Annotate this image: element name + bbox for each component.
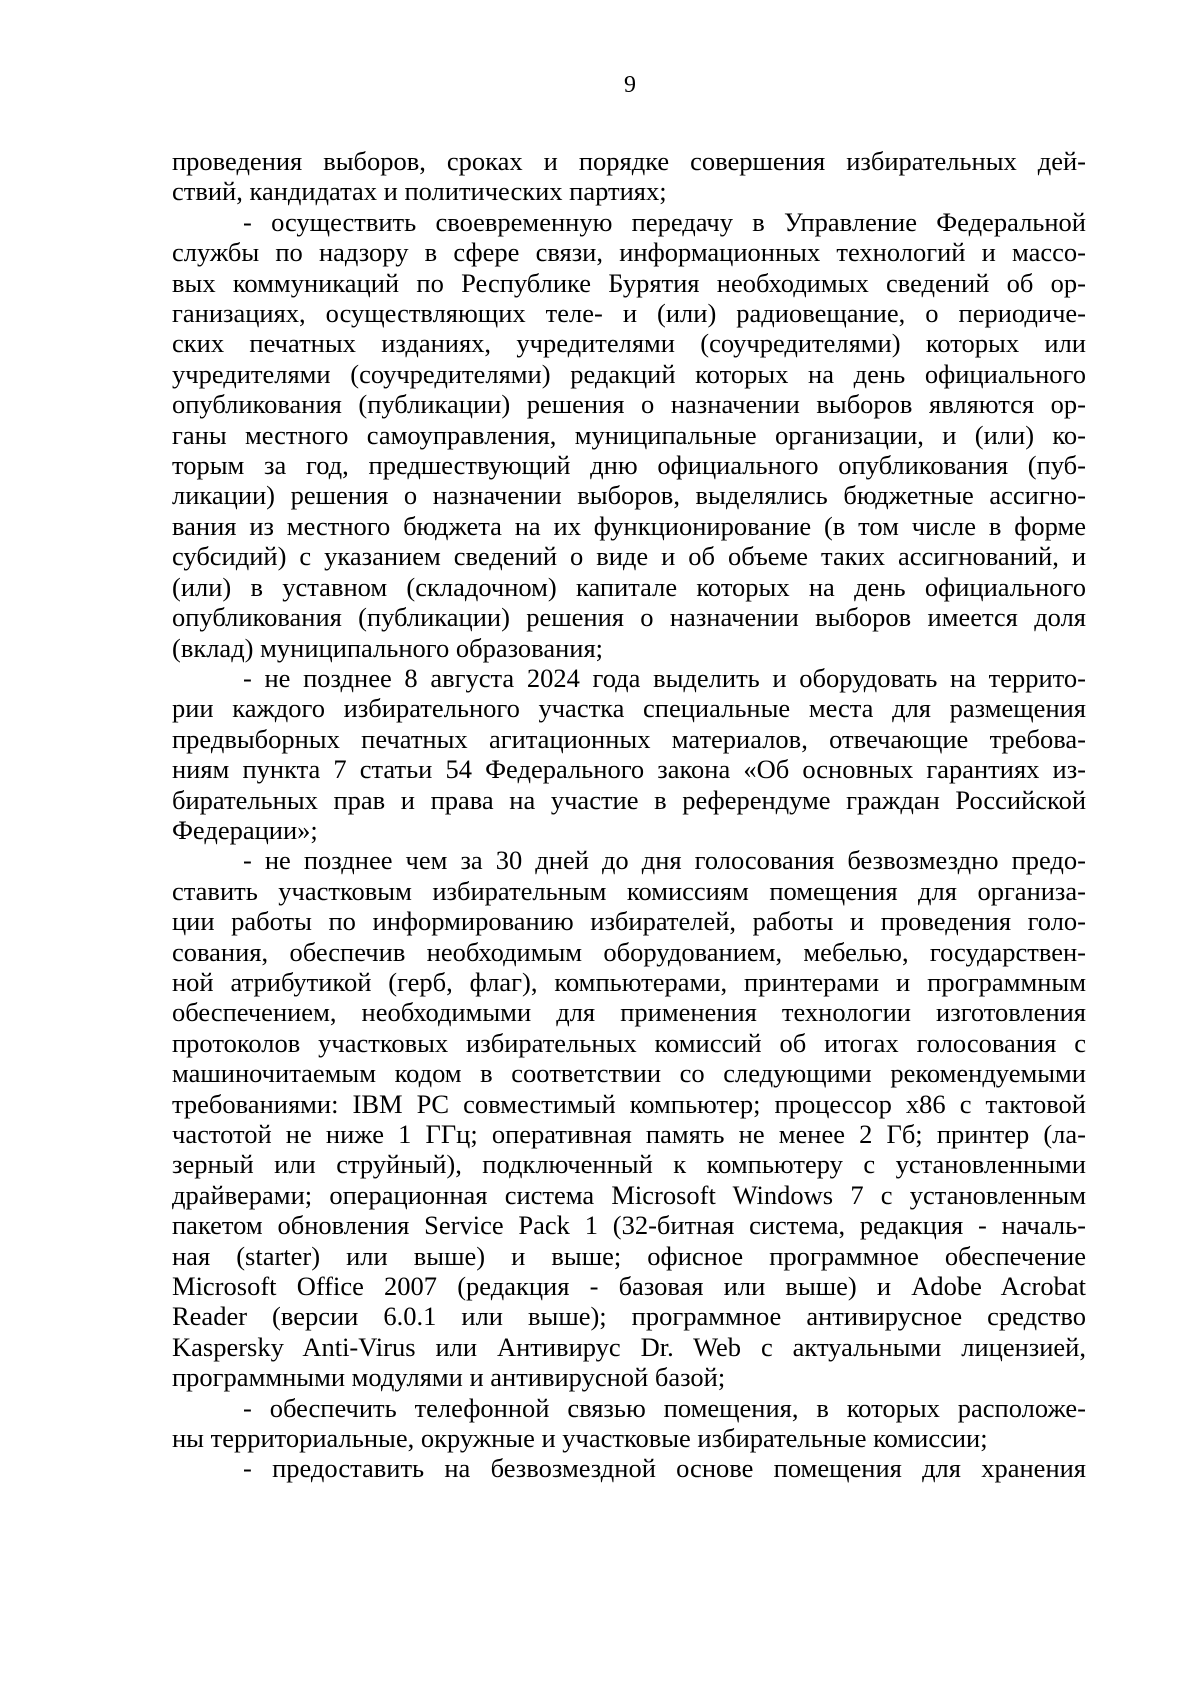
text-line: рии каждого избирательного участка специальные места для размещения (172, 693, 1086, 724)
paragraph (172, 207, 1086, 663)
text-line: - не позднее чем за 30 дней до дня голосования безвозмездно предо- (243, 845, 1086, 876)
text-line: Kaspersky Anti-Virus или Антивирус Dr. Web с актуальными лицензией, (172, 1331, 1086, 1362)
text-line: (или) в уставном (складочном) капитале которых на день официального (172, 571, 1086, 602)
text-line: учредителями (соучредителями) редакций которых на день официального (172, 358, 1086, 389)
text-line: субсидий) с указанием сведений о виде и об объеме таких ассигнований, и (172, 541, 1086, 572)
paragraph (172, 146, 1086, 207)
text-line: зерный или струйный), подключенный к компьютеру с установленными (172, 1149, 1086, 1180)
text-line: ствий, кандидатах и политических партиях; (172, 176, 667, 207)
paragraph (172, 663, 1086, 845)
text-line: службы по надзору в сфере связи, информационных технологий и массо- (172, 237, 1086, 268)
text-line: драйверами; операционная система Microsoft Windows 7 с установленным (172, 1179, 1086, 1210)
text-line: опубликования (публикации) решения о назначении выборов имеется доля (172, 602, 1086, 633)
text-line: - осуществить своевременную передачу в Управление Федеральной (243, 206, 1086, 237)
text-line: Microsoft Office 2007 (редакция - базовая или выше) и Adobe Acrobat (172, 1271, 1086, 1302)
text-line: ганизациях, осуществляющих теле- и (или) радиовещание, о периодиче- (172, 298, 1086, 329)
text-line: программными модулями и антивирусной базой; (172, 1362, 726, 1393)
text-line: - не позднее 8 августа 2024 года выделить и оборудовать на террито- (243, 662, 1086, 693)
paragraph (172, 1393, 1086, 1454)
text-line: частотой не ниже 1 ГГц; оперативная память не менее 2 Гб; принтер (ла- (172, 1119, 1086, 1149)
text-line: проведения выборов, сроках и порядке совершения избирательных дей- (172, 146, 1086, 176)
text-line: пакетом обновления Service Pack 1 (32-битная система, редакция - началь- (172, 1210, 1086, 1241)
text-line: - обеспечить телефонной связью помещения, в которых расположе- (243, 1392, 1086, 1423)
text-line: Федерации»; (172, 814, 318, 845)
paragraph (172, 845, 1086, 1392)
text-line: предвыборных печатных агитационных материалов, отвечающие требова- (172, 723, 1086, 754)
text-line: сования, обеспечив необходимым оборудованием, мебелью, государствен- (172, 936, 1086, 967)
text-line: Reader (версии 6.0.1 или выше); программное антивирусное средство (172, 1301, 1086, 1332)
text-line: торым за год, предшествующий дню официального опубликования (пуб- (172, 450, 1086, 481)
text-line: (вклад) муниципального образования; (172, 632, 604, 663)
text-line: обеспечением, необходимыми для применения технологии изготовления (172, 997, 1086, 1028)
text-line: требованиями: IBM PC совместимый компьютер; процессор x86 с тактовой (172, 1088, 1086, 1119)
text-line: ной атрибутикой (герб, флаг), компьютерами, принтерами и программным (172, 966, 1086, 997)
text-line: ниям пункта 7 статьи 54 Федерального закона «Об основных гарантиях из- (172, 754, 1086, 785)
text-line: ная (starter) или выше) и выше; офисное программное обеспечение (172, 1240, 1086, 1271)
text-line: ны территориальные, окружные и участковые избирательные комиссии; (172, 1423, 988, 1454)
text-line: вания из местного бюджета на их функционирование (в том числе в форме (172, 510, 1086, 541)
text-line: вых коммуникаций по Республике Бурятия необходимых сведений об ор- (172, 267, 1086, 298)
text-line: ставить участковым избирательным комиссиям помещения для организа- (172, 875, 1086, 906)
text-line: ских печатных изданиях, учредителями (соучредителями) которых или (172, 328, 1086, 359)
text-line: ции работы по информированию избирателей, работы и проведения голо- (172, 906, 1086, 937)
text-line: - предоставить на безвозмездной основе помещения для хранения (243, 1453, 1086, 1484)
page-number: 9 (624, 72, 636, 98)
text-line: бирательных прав и права на участие в референдуме граждан Российской (172, 784, 1086, 815)
text-line: ликации) решения о назначении выборов, выделялись бюджетные ассигно- (172, 480, 1086, 511)
document-body (172, 146, 1086, 1484)
text-line: протоколов участковых избирательных комиссий об итогах голосования с (172, 1027, 1086, 1058)
text-line: опубликования (публикации) решения о назначении выборов являются ор- (172, 389, 1086, 420)
text-line: ганы местного самоуправления, муниципальные организации, и (или) ко- (172, 419, 1086, 450)
paragraph (172, 1453, 1086, 1483)
text-line: машиночитаемым кодом в соответствии со следующими рекомендуемыми (172, 1058, 1086, 1089)
